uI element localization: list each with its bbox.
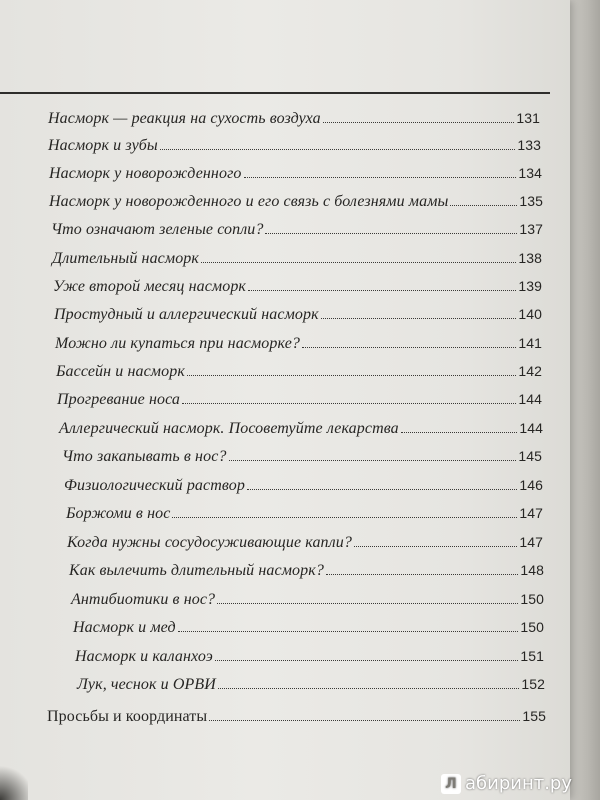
toc-entry-title: Когда нужны сосудосуживающие капли? — [67, 534, 352, 551]
toc-entry-page: 140 — [518, 306, 542, 322]
toc-entry-title: Бассейн и насморк — [56, 363, 185, 380]
toc-entry-page: 144 — [519, 420, 543, 436]
toc-leader — [187, 374, 516, 376]
toc-entry — [48, 137, 541, 161]
toc-entry-title: Простудный и аллергический насморк — [54, 306, 319, 323]
toc-leader — [450, 204, 517, 206]
toc-entry-title: Насморк — реакция на сухость воздуха — [48, 110, 321, 127]
shadow — [0, 760, 28, 800]
toc-leader — [323, 121, 515, 123]
toc-entry-title: Насморк и зубы — [48, 137, 158, 154]
toc-entry — [69, 562, 544, 586]
toc-entry-page: 141 — [518, 335, 542, 351]
toc-leader — [182, 402, 516, 404]
toc-entry — [62, 448, 542, 472]
toc-entry — [59, 420, 543, 444]
toc-leader — [201, 261, 516, 263]
toc-entry-page: 135 — [519, 193, 543, 209]
toc-entry-title: Как вылечить длительный насморк? — [69, 562, 324, 579]
toc-leader — [248, 289, 516, 291]
toc-entry-page: 133 — [517, 137, 541, 153]
toc-entry-title: Насморк у новорожденного — [49, 165, 242, 182]
toc-leader — [265, 232, 517, 234]
toc-entry-page: 137 — [519, 221, 543, 237]
toc-entry — [54, 306, 542, 330]
toc-entry-page: 147 — [519, 534, 543, 550]
toc-entry — [66, 505, 543, 529]
toc-entry-title: Насморк у новорожденного и его связь с болезнями мамы — [49, 193, 449, 210]
toc-entry-title: Аллергический насморк. Посоветуйте лекарства — [59, 420, 399, 437]
toc-entry — [52, 250, 542, 274]
toc-entry-page: 151 — [520, 648, 544, 664]
toc-entry-page: 152 — [521, 676, 545, 692]
toc-entry-page: 145 — [518, 448, 542, 464]
toc-entry-title: Лук, чеснок и ОРВИ — [77, 676, 216, 693]
toc-entry-title: Что закапывать в нос? — [62, 448, 227, 465]
toc-entry-page: 146 — [519, 477, 543, 493]
toc-entry — [49, 193, 543, 217]
toc-entry — [53, 278, 542, 302]
toc-leader — [229, 459, 517, 461]
toc-entry-title: Боржоми в нос — [66, 505, 171, 522]
toc-leader — [326, 573, 518, 575]
toc-entry — [73, 619, 544, 643]
toc-entry-page: 148 — [520, 562, 544, 578]
toc-leader — [401, 431, 518, 433]
toc-entry-title: Антибиотики в нос? — [71, 591, 216, 608]
toc-leader — [178, 630, 519, 632]
toc-entry-title: Насморк и каланхоэ — [75, 648, 213, 665]
toc-entry-page: 134 — [518, 165, 542, 181]
toc-entry — [64, 477, 543, 501]
toc-entry — [47, 708, 546, 732]
toc-leader — [209, 719, 520, 721]
watermark — [441, 773, 572, 794]
toc-entry — [75, 648, 544, 672]
toc-leader — [218, 687, 519, 689]
toc-leader — [302, 346, 516, 348]
toc-entry-page: 150 — [520, 619, 544, 635]
toc-leader — [215, 659, 518, 661]
toc-entry — [48, 110, 540, 134]
toc-entry-page: 139 — [518, 278, 542, 294]
toc-entry-page: 138 — [518, 250, 542, 266]
toc-entry — [77, 676, 545, 700]
toc-leader — [321, 317, 517, 319]
toc-entry-page: 147 — [519, 505, 543, 521]
toc-entry — [51, 221, 543, 245]
toc-entry-page: 142 — [518, 363, 542, 379]
watermark-text: абиринт.ру — [464, 773, 572, 794]
toc-entry — [55, 335, 542, 359]
toc-entry-page: 150 — [520, 591, 544, 607]
toc-entry-title: Можно ли купаться при насморке? — [55, 335, 300, 352]
toc-entry — [56, 363, 542, 387]
toc-entry — [57, 391, 542, 415]
toc-entry-page: 131 — [516, 110, 540, 126]
adjacent-page-edge — [570, 0, 600, 800]
toc-entry-title: Длительный насморк — [52, 250, 199, 267]
toc-leader — [160, 148, 515, 150]
toc-entry-title: Прогревание носа — [57, 391, 180, 408]
labirint-logo-icon: Л — [441, 774, 461, 794]
toc-leader — [172, 516, 517, 518]
toc-leader — [244, 176, 517, 178]
toc-leader — [247, 488, 517, 490]
toc-entry-title: Уже второй месяц насморк — [53, 278, 247, 295]
toc-entry-page: 144 — [518, 391, 542, 407]
toc-entry-title: Физиологический раствор — [64, 477, 245, 494]
toc-entry-page: 155 — [522, 708, 546, 724]
toc-entry-title: Насморк и мед — [73, 619, 176, 636]
toc-leader — [217, 602, 518, 604]
toc-entry — [49, 165, 542, 189]
header-rule — [0, 92, 550, 94]
toc-entry — [67, 534, 543, 558]
toc-leader — [354, 545, 517, 547]
toc-entry-title: Что означают зеленые сопли? — [51, 221, 264, 238]
toc-entry-title: Просьбы и координаты — [47, 708, 208, 725]
toc-entry — [71, 591, 544, 615]
